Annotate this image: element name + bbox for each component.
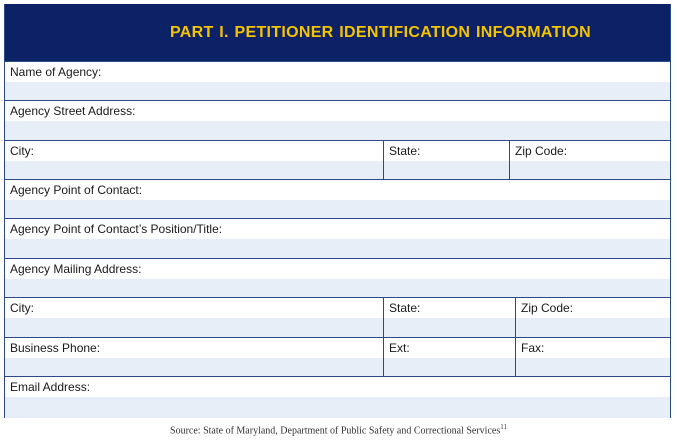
state-field-2[interactable]: [383, 298, 515, 337]
row-city-state-zip-1: [5, 140, 670, 179]
street-address-field[interactable]: [5, 101, 670, 140]
business-phone-field[interactable]: [5, 338, 383, 376]
row-phone-ext-fax: [5, 337, 670, 376]
city-label-2: City:: [10, 301, 34, 315]
section-title: PART I. PETITIONER IDENTIFICATION INFORMATION: [169, 23, 592, 41]
fax-field[interactable]: [515, 338, 670, 376]
city-label-1: City:: [10, 144, 34, 158]
petitioner-identification-form: [4, 4, 671, 418]
state-label-1: State:: [389, 144, 421, 158]
row-mailing-address: [5, 258, 670, 297]
city-field-2[interactable]: [5, 298, 383, 337]
mailing-address-field[interactable]: [5, 259, 670, 297]
zip-field-2[interactable]: [515, 298, 670, 337]
street-address-label: Agency Street Address:: [10, 104, 136, 118]
mailing-address-label: Agency Mailing Address:: [10, 262, 142, 276]
ext-field[interactable]: [383, 338, 515, 376]
state-label-2: State:: [389, 301, 421, 315]
city-field-1[interactable]: [5, 141, 383, 179]
source-caption: [0, 423, 677, 436]
row-point-of-contact: [5, 179, 670, 218]
zip-label-2: Zip Code:: [521, 301, 574, 315]
agency-name-label: Name of Agency:: [10, 65, 102, 79]
poc-title-label: Agency Point of Contact’s Position/Title:: [10, 222, 223, 236]
agency-name-field[interactable]: [5, 62, 670, 100]
row-street-address: [5, 100, 670, 140]
zip-field-1[interactable]: [509, 141, 670, 179]
email-field[interactable]: [5, 377, 670, 418]
row-city-state-zip-2: [5, 297, 670, 337]
point-of-contact-label: Agency Point of Contact:: [10, 183, 143, 197]
row-poc-title: [5, 218, 670, 258]
footnote-marker: 11: [500, 423, 507, 431]
fax-label: Fax:: [521, 341, 545, 355]
poc-title-field[interactable]: [5, 219, 670, 258]
point-of-contact-field[interactable]: [5, 180, 670, 218]
zip-label-1: Zip Code:: [515, 144, 568, 158]
source-text: Source: State of Maryland, Department of Public Safety and Correctional Services: [170, 425, 501, 437]
email-label: Email Address:: [10, 380, 91, 394]
business-phone-label: Business Phone:: [10, 341, 101, 355]
section-header: [5, 4, 670, 61]
row-agency-name: [5, 61, 670, 100]
ext-label: Ext:: [389, 341, 410, 355]
state-field-1[interactable]: [383, 141, 509, 179]
row-email: [5, 376, 670, 418]
